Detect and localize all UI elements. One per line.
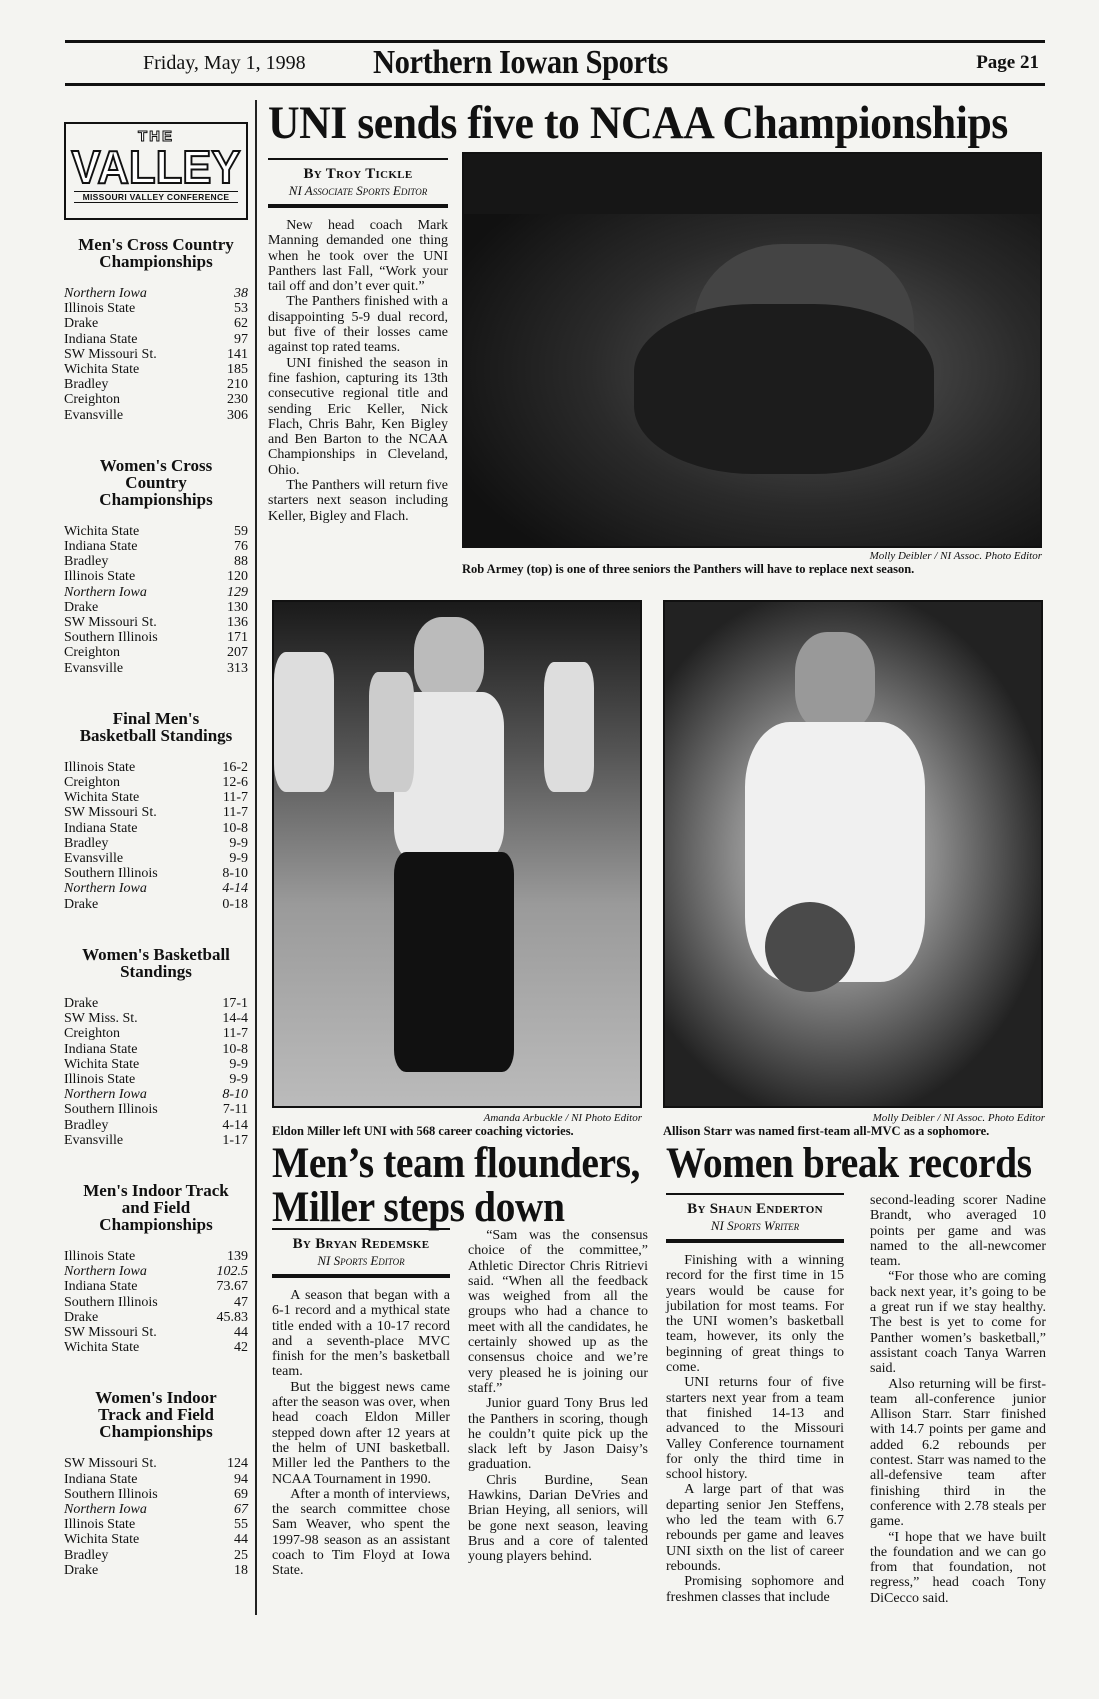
team-score: 44 (234, 1532, 248, 1548)
standings-row (64, 661, 248, 676)
page-number: Page 21 (976, 52, 1039, 73)
team-name: Southern Illinois (64, 1102, 158, 1118)
team-score: 55 (234, 1517, 248, 1533)
standings-section (64, 236, 248, 423)
team-score: 10-8 (222, 820, 248, 836)
standings-row (64, 1548, 248, 1563)
author-role: NI Associate Sports Editor (288, 183, 428, 198)
team-score: 0-18 (222, 896, 248, 912)
standings-row (64, 836, 248, 851)
paragraph: After a month of interviews, the search committee chose Sam Weaver, who spent the 1997-98 season as an assistant coach to Tim Floyd at Iowa State. (272, 1486, 450, 1579)
team-score: 136 (227, 615, 248, 631)
standings-row (64, 1102, 248, 1117)
team-name: Southern Illinois (64, 1294, 158, 1310)
standings-section (64, 1389, 248, 1578)
photo-caption: Allison Starr was named first-team all-MVC as a sophomore. (663, 1124, 990, 1138)
standings-title: Women's Cross Country Championships (99, 455, 213, 509)
team-name: Northern Iowa (64, 286, 147, 301)
team-score: 69 (234, 1486, 248, 1502)
author: By Troy Tickle (303, 166, 413, 182)
team-name: Indiana State (64, 331, 138, 347)
standings-row (64, 1487, 248, 1502)
team-score: 124 (227, 1456, 248, 1472)
standings-row (64, 316, 248, 331)
author: By Bryan Redemske (292, 1236, 430, 1252)
team-score: 17-1 (222, 995, 248, 1011)
standings-row (64, 554, 248, 569)
paragraph: Junior guard Tony Brus led the Panthers in scoring, though he couldn’t quite pick up the slack left by Jason Daisy’s graduation. (468, 1396, 648, 1473)
team-name: Bradley (64, 1547, 109, 1563)
team-score: 4-14 (222, 1117, 248, 1133)
team-score: 38 (234, 286, 248, 301)
standings-title: Women's Indoor Track and Field Championships (95, 1388, 217, 1442)
standings-row (64, 347, 248, 362)
mens-headline-line1: Men’s team flounders, (272, 1140, 640, 1187)
team-score: 42 (234, 1340, 248, 1356)
standings-row (64, 1563, 248, 1578)
team-name: Bradley (64, 1117, 109, 1133)
team-name: SW Miss. St. (64, 1011, 138, 1027)
standings-row (64, 615, 248, 630)
standings-row (64, 881, 248, 896)
paragraph: Chris Burdine, Sean Hawkins, Darian DeVries and Brian Heying, all seniors, will be gone next season, leaving Brus and a core of talented young players behind. (468, 1472, 648, 1565)
team-score: 62 (234, 316, 248, 332)
team-name: Wichita State (64, 1056, 140, 1072)
column-divider (255, 100, 257, 1615)
section-title: Northern Iowan Sports (373, 44, 668, 81)
author-role: NI Sports Writer (710, 1218, 800, 1233)
team-name: SW Missouri St. (64, 805, 157, 821)
standings-row (64, 1133, 248, 1148)
team-name: Indiana State (64, 820, 138, 836)
paragraph: “For those who are coming back next year, it’s going to be a great run if we stay healthy. The best is yet to come for Panther women’s basketball,” assistant coach Tanya Warren said. (870, 1269, 1046, 1377)
team-score: 88 (234, 554, 248, 570)
team-score: 210 (227, 377, 248, 393)
team-name: SW Missouri St. (64, 1456, 157, 1472)
team-name: Northern Iowa (64, 1501, 147, 1517)
team-score: 14-4 (222, 1011, 248, 1027)
paragraph: “Sam was the consensus choice of the committee,” Athletic Director Chris Ritrievi said. “When all the feedback was weighed from all the groups who had a chance to meet with all the candidates, he certainly showed up as the consensus choice and we’re very pleased he is joining our staff.” (468, 1228, 648, 1396)
standings-row (64, 1279, 248, 1294)
standings-row (64, 377, 248, 392)
team-score: 12-6 (222, 775, 248, 791)
team-score: 94 (234, 1471, 248, 1487)
photo-caption: Rob Armey (top) is one of three seniors the Panthers will have to replace next season. (462, 562, 915, 576)
paragraph: The Panthers finished with a disappointing 5-9 dual record, but five of their losses came against top rated teams. (268, 294, 448, 356)
mens-article-col2 (468, 1228, 648, 1565)
standings-row (64, 1011, 248, 1026)
team-score: 171 (227, 630, 248, 646)
eldon-miller-photo (272, 600, 642, 1108)
logo-conference: MISSOURI VALLEY CONFERENCE (74, 191, 238, 203)
mens-headline (272, 1142, 672, 1230)
team-name: Creighton (64, 1026, 120, 1042)
team-name: Drake (64, 599, 99, 615)
team-name: Bradley (64, 554, 109, 570)
team-score: 97 (234, 331, 248, 347)
team-name: Evansville (64, 1132, 124, 1148)
team-score: 47 (234, 1294, 248, 1310)
article-body (666, 1253, 844, 1605)
team-score: 313 (227, 660, 248, 676)
standings-row (64, 1249, 248, 1264)
team-score: 25 (234, 1547, 248, 1563)
team-name: Wichita State (64, 1532, 140, 1548)
team-score: 7-11 (222, 1102, 248, 1118)
paragraph: The Panthers will return five starters next season including Keller, Bigley and Flach. (268, 478, 448, 524)
team-score: 230 (227, 392, 248, 408)
standings-row (64, 996, 248, 1011)
team-name: Bradley (64, 835, 109, 851)
team-score: 73.67 (216, 1279, 248, 1295)
team-name: Southern Illinois (64, 630, 158, 646)
standings-row (64, 1502, 248, 1517)
team-name: Northern Iowa (64, 1264, 147, 1280)
team-name: Northern Iowa (64, 1087, 147, 1103)
standings-row (64, 569, 248, 584)
standings-row (64, 332, 248, 347)
standings-row (64, 1517, 248, 1532)
team-score: 11-7 (222, 1026, 248, 1042)
team-name: Creighton (64, 775, 120, 791)
team-name: Northern Iowa (64, 584, 147, 600)
team-name: Wichita State (64, 523, 140, 539)
team-name: Southern Illinois (64, 1486, 158, 1502)
standings-title: Men's Indoor Track and Field Championships (83, 1180, 229, 1234)
mens-headline-line2: Miller steps down (272, 1184, 565, 1231)
standings-section (64, 946, 248, 1148)
starr-photo-caption-block (663, 1112, 1045, 1139)
standings-row (64, 1118, 248, 1133)
team-score: 9-9 (229, 851, 248, 867)
team-name: SW Missouri St. (64, 615, 157, 631)
standings-title: Final Men's Basketball Standings (79, 708, 233, 745)
issue-date: Friday, May 1, 1998 (143, 51, 306, 74)
team-name: Drake (64, 995, 99, 1011)
team-score: 207 (227, 645, 248, 661)
standings-row (64, 805, 248, 820)
team-name: Illinois State (64, 301, 136, 317)
team-name: Illinois State (64, 1248, 136, 1264)
standings-row (64, 760, 248, 775)
womens-article-col2 (870, 1193, 1046, 1606)
team-name: Indiana State (64, 1279, 138, 1295)
standings-row (64, 1295, 248, 1310)
standings-row (64, 851, 248, 866)
team-score: 129 (227, 584, 248, 600)
byline (268, 158, 448, 208)
team-score: 16-2 (222, 759, 248, 775)
wrestling-photo (462, 152, 1042, 548)
paragraph: “I hope that we have built the foundation and we can go from that foundation, not regress,” head coach Tony DiCecco said. (870, 1529, 1046, 1606)
paragraph: UNI finished the season in fine fashion, capturing its 13th consecutive regional title and sending Eric Keller, Nick Flach, Chris Bahr, Ken Bigley and Ben Barton to the NCAA Championships in Cleveland, Ohio. (268, 355, 448, 478)
standings-row (64, 585, 248, 600)
standings-row (64, 524, 248, 539)
paragraph: A large part of that was departing senior Jen Steffens, who led the team with 6.7 rebounds per game and leaves UNI sixth on the list of career rebounds. (666, 1482, 844, 1574)
standings-row (64, 1456, 248, 1471)
team-score: 11-7 (222, 790, 248, 806)
team-score: 102.5 (216, 1264, 248, 1280)
team-name: Northern Iowa (64, 881, 147, 897)
team-name: Creighton (64, 392, 120, 408)
team-name: Indiana State (64, 1471, 138, 1487)
standings-section (64, 457, 248, 676)
standings-row (64, 645, 248, 660)
miller-photo-caption-block (272, 1112, 642, 1139)
paragraph: New head coach Mark Manning demanded one thing when he took over the UNI Panthers last Fall, “Work your tail off and don’t ever quit.” (268, 218, 448, 295)
team-name: Evansville (64, 851, 124, 867)
article-body (268, 218, 448, 524)
team-name: Illinois State (64, 759, 136, 775)
standings-row (64, 408, 248, 423)
paragraph: Promising sophomore and freshmen classes that include (666, 1574, 844, 1605)
team-score: 185 (227, 362, 248, 378)
byline (272, 1228, 450, 1278)
team-score: 120 (227, 569, 248, 585)
standings-row (64, 392, 248, 407)
team-score: 45.83 (216, 1309, 248, 1325)
standings-row (64, 1325, 248, 1340)
team-score: 8-10 (222, 1087, 248, 1103)
standings-section (64, 710, 248, 912)
team-score: 76 (234, 539, 248, 555)
standings-row (64, 1072, 248, 1087)
standings-row (64, 790, 248, 805)
standings-row (64, 1042, 248, 1057)
logo-the: THE (138, 128, 174, 145)
standings-row (64, 866, 248, 881)
team-score: 9-9 (229, 835, 248, 851)
standings-row (64, 362, 248, 377)
standings-title: Women's Basketball Standings (82, 944, 230, 981)
team-name: Wichita State (64, 1340, 140, 1356)
team-score: 18 (234, 1562, 248, 1578)
byline (666, 1193, 844, 1243)
standings-row (64, 286, 248, 301)
standings-row (64, 775, 248, 790)
team-name: Southern Illinois (64, 866, 158, 882)
page-header (65, 40, 1045, 86)
allison-starr-photo (663, 600, 1043, 1108)
standings-row (64, 1340, 248, 1355)
team-name: Evansville (64, 660, 124, 676)
team-name: Creighton (64, 645, 120, 661)
mens-article-col1 (272, 1228, 450, 1579)
team-name: Drake (64, 316, 99, 332)
standings-section (64, 1182, 248, 1355)
photo-caption: Eldon Miller left UNI with 568 career coaching victories. (272, 1124, 574, 1138)
standings-title: Men's Cross Country Championships (78, 235, 234, 271)
team-name: Illinois State (64, 569, 136, 585)
standings-row (64, 539, 248, 554)
paragraph: UNI returns four of five starters next year from a team that finished 14-13 and advanced to the Missouri Valley Conference tournament for only the third time in school history. (666, 1375, 844, 1483)
team-name: SW Missouri St. (64, 1324, 157, 1340)
standings-row (64, 1310, 248, 1325)
team-name: Illinois State (64, 1517, 136, 1533)
standings-row (64, 897, 248, 912)
team-score: 53 (234, 301, 248, 317)
article-body (272, 1288, 450, 1579)
main-headline: UNI sends five to NCAA Championships (268, 97, 1008, 149)
team-name: Drake (64, 1309, 99, 1325)
paragraph: Finishing with a winning record for the first time in 15 years would be cause for jubilation for most teams. For the UNI women’s basketball team, however, its only the beginning of great things to come. (666, 1253, 844, 1376)
team-name: Drake (64, 896, 99, 912)
team-score: 44 (234, 1324, 248, 1340)
team-name: Bradley (64, 377, 109, 393)
standings-row (64, 1026, 248, 1041)
team-score: 10-8 (222, 1041, 248, 1057)
standings-row (64, 1532, 248, 1547)
standings-row (64, 1264, 248, 1279)
photo-credit: Molly Deibler / NI Assoc. Photo Editor (869, 550, 1042, 562)
standings-row (64, 1057, 248, 1072)
team-score: 141 (227, 346, 248, 362)
paragraph: Also returning will be first-team all-conference junior Allison Starr. Starr finished with 14.7 points per game and added 6.2 rebounds per contest. Starr was named to the all-defensive team after finishing third in the conference with 2.78 steals per game. (870, 1376, 1046, 1530)
standings-row (64, 821, 248, 836)
team-name: Indiana State (64, 539, 138, 555)
standings-list (64, 236, 248, 1578)
team-name: Wichita State (64, 790, 140, 806)
photo-credit: Molly Deibler / NI Assoc. Photo Editor (872, 1112, 1045, 1124)
team-score: 1-17 (222, 1132, 248, 1148)
paragraph: But the biggest news came after the season was over, when head coach Eldon Miller stepped down after 12 years at the helm of UNI basketball. Miller led the Panthers to the NCAA Tournament in 1990. (272, 1379, 450, 1487)
team-score: 9-9 (229, 1056, 248, 1072)
standings-row (64, 301, 248, 316)
missouri-valley-logo (64, 122, 248, 220)
team-name: SW Missouri St. (64, 346, 157, 362)
team-name: Indiana State (64, 1041, 138, 1057)
standings-sidebar (64, 122, 248, 1612)
standings-row (64, 600, 248, 615)
team-score: 4-14 (222, 881, 248, 897)
author: By Shaun Enderton (687, 1201, 823, 1217)
team-score: 306 (227, 407, 248, 423)
wrestling-article (268, 158, 448, 524)
team-score: 8-10 (222, 866, 248, 882)
author-role: NI Sports Editor (317, 1253, 405, 1268)
standings-row (64, 1472, 248, 1487)
team-score: 67 (234, 1501, 248, 1517)
standings-row (64, 1087, 248, 1102)
team-score: 130 (227, 599, 248, 615)
team-name: Illinois State (64, 1071, 136, 1087)
womens-headline: Women break records (666, 1140, 1032, 1187)
team-score: 9-9 (229, 1071, 248, 1087)
paragraph: second-leading scorer Nadine Brandt, who averaged 10 points per game and was named to the all-newcomer team. (870, 1193, 1046, 1270)
team-score: 59 (234, 523, 248, 539)
team-name: Evansville (64, 407, 124, 423)
wrestling-photo-caption-block (462, 550, 1042, 577)
womens-article-col1 (666, 1193, 844, 1605)
standings-row (64, 630, 248, 645)
team-name: Drake (64, 1562, 99, 1578)
paragraph: A season that began with a 6-1 record and a mythical state title ended with a 10-17 record and a seventh-place MVC finish for the men’s basketball team. (272, 1288, 450, 1380)
logo-valley: VALLEY (71, 141, 241, 193)
photo-credit: Amanda Arbuckle / NI Photo Editor (483, 1112, 642, 1124)
team-name: Wichita State (64, 362, 140, 378)
team-score: 139 (227, 1248, 248, 1264)
team-score: 11-7 (222, 805, 248, 821)
